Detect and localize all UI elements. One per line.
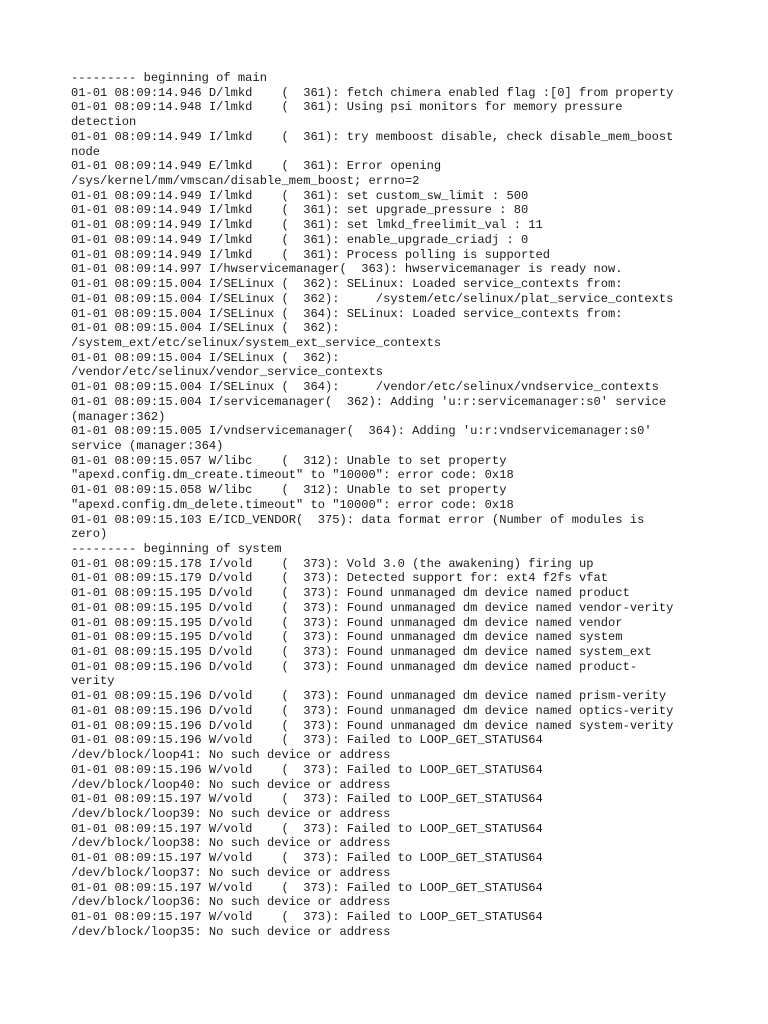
log-line: 01-01 08:09:15.004 I/servicemanager( 362): Adding 'u:r:servicemanager:s0' service (71, 394, 667, 409)
log-line: 01-01 08:09:15.195 D/vold ( 373): Found unmanaged dm device named vendor-verity (71, 600, 674, 615)
log-line: /dev/block/loop35: No such device or address (71, 924, 391, 939)
log-line: 01-01 08:09:15.058 W/libc ( 312): Unable to set property (71, 483, 507, 498)
log-line: 01-01 08:09:15.197 W/vold ( 373): Failed to LOOP_GET_STATUS64 (71, 792, 543, 807)
log-line: 01-01 08:09:14.949 I/lmkd ( 361): enable_upgrade_criadj : 0 (71, 232, 529, 247)
log-line: /dev/block/loop40: No such device or address (71, 777, 391, 792)
log-line: 01-01 08:09:15.004 I/SELinux ( 364): SELinux: Loaded service_contexts from: (71, 306, 623, 321)
log-line: 01-01 08:09:14.946 D/lmkd ( 361): fetch chimera enabled flag :[0] from property (71, 85, 674, 100)
log-line: 01-01 08:09:15.196 D/vold ( 373): Found unmanaged dm device named prism-verity (71, 689, 667, 704)
log-line: /dev/block/loop39: No such device or address (71, 806, 391, 821)
log-line: /dev/block/loop37: No such device or address (71, 865, 391, 880)
log-line: 01-01 08:09:14.949 I/lmkd ( 361): set upgrade_pressure : 80 (71, 203, 529, 218)
log-line: /dev/block/loop36: No such device or address (71, 895, 391, 910)
log-line: 01-01 08:09:15.005 I/vndservicemanager( 364): Adding 'u:r:vndservicemanager:s0' (71, 424, 652, 439)
log-line: 01-01 08:09:15.197 W/vold ( 373): Failed to LOOP_GET_STATUS64 (71, 851, 543, 866)
log-line: 01-01 08:09:14.949 I/lmkd ( 361): try memboost disable, check disable_mem_boost (71, 129, 674, 144)
log-line: service (manager:364) (71, 438, 224, 453)
log-line: node (71, 144, 101, 159)
log-line: /dev/block/loop38: No such device or address (71, 836, 391, 851)
log-line: 01-01 08:09:15.195 D/vold ( 373): Found unmanaged dm device named product (71, 586, 630, 601)
log-line: 01-01 08:09:15.197 W/vold ( 373): Failed to LOOP_GET_STATUS64 (71, 909, 543, 924)
log-line: verity (71, 674, 115, 689)
log-line: "apexd.config.dm_create.timeout" to "10000": error code: 0x18 (71, 468, 514, 483)
log-line: 01-01 08:09:15.195 D/vold ( 373): Found unmanaged dm device named vendor (71, 615, 623, 630)
log-line: 01-01 08:09:15.004 I/SELinux ( 362): (71, 350, 340, 365)
log-line: 01-01 08:09:15.178 I/vold ( 373): Vold 3.0 (the awakening) firing up (71, 556, 594, 571)
log-line: 01-01 08:09:15.004 I/SELinux ( 362): (71, 321, 340, 336)
log-line: 01-01 08:09:14.949 I/lmkd ( 361): set lmkd_freelimit_val : 11 (71, 218, 543, 233)
log-line: 01-01 08:09:15.195 D/vold ( 373): Found unmanaged dm device named system (71, 630, 623, 645)
log-line: 01-01 08:09:15.197 W/vold ( 373): Failed to LOOP_GET_STATUS64 (71, 821, 543, 836)
log-line: 01-01 08:09:15.196 D/vold ( 373): Found unmanaged dm device named optics-verity (71, 703, 674, 718)
log-line: zero) (71, 527, 108, 542)
log-line: "apexd.config.dm_delete.timeout" to "10000": error code: 0x18 (71, 497, 514, 512)
log-line: 01-01 08:09:15.004 I/SELinux ( 364): /vendor/etc/selinux/vndservice_contexts (71, 380, 659, 395)
log-line: 01-01 08:09:15.103 E/ICD_VENDOR( 375): data format error (Number of modules is (71, 512, 645, 527)
log-line: 01-01 08:09:15.196 D/vold ( 373): Found unmanaged dm device named product- (71, 659, 638, 674)
log-line: --------- beginning of main (71, 71, 267, 85)
log-line: 01-01 08:09:14.997 I/hwservicemanager( 363): hwservicemanager is ready now. (71, 262, 623, 277)
log-line: 01-01 08:09:15.196 W/vold ( 373): Failed to LOOP_GET_STATUS64 (71, 762, 543, 777)
log-line: 01-01 08:09:15.195 D/vold ( 373): Found unmanaged dm device named system_ext (71, 645, 652, 660)
log-text-block (71, 71, 711, 939)
log-line: /vendor/etc/selinux/vendor_service_contexts (71, 365, 384, 380)
log-line: 01-01 08:09:14.949 I/lmkd ( 361): set custom_sw_limit : 500 (71, 188, 529, 203)
log-line: 01-01 08:09:14.949 E/lmkd ( 361): Error opening (71, 159, 442, 174)
log-line: detection (71, 115, 137, 130)
log-line: 01-01 08:09:15.057 W/libc ( 312): Unable to set property (71, 453, 507, 468)
log-line: 01-01 08:09:15.179 D/vold ( 373): Detected support for: ext4 f2fs vfat (71, 571, 609, 586)
log-line: (manager:362) (71, 409, 166, 424)
log-line: /sys/kernel/mm/vmscan/disable_mem_boost; errno=2 (71, 174, 420, 189)
log-line: 01-01 08:09:15.004 I/SELinux ( 362): SELinux: Loaded service_contexts from: (71, 277, 623, 292)
log-line: 01-01 08:09:15.196 W/vold ( 373): Failed to LOOP_GET_STATUS64 (71, 733, 543, 748)
log-line: 01-01 08:09:15.196 D/vold ( 373): Found unmanaged dm device named system-verity (71, 718, 674, 733)
log-line: --------- beginning of system (71, 542, 282, 556)
log-line: 01-01 08:09:14.948 I/lmkd ( 361): Using psi monitors for memory pressure (71, 100, 623, 115)
log-line: 01-01 08:09:14.949 I/lmkd ( 361): Process polling is supported (71, 247, 550, 262)
log-line: /system_ext/etc/selinux/system_ext_service_contexts (71, 335, 442, 350)
log-line: 01-01 08:09:15.197 W/vold ( 373): Failed to LOOP_GET_STATUS64 (71, 880, 543, 895)
log-line: 01-01 08:09:15.004 I/SELinux ( 362): /system/etc/selinux/plat_service_contexts (71, 291, 674, 306)
log-line: /dev/block/loop41: No such device or address (71, 748, 391, 763)
